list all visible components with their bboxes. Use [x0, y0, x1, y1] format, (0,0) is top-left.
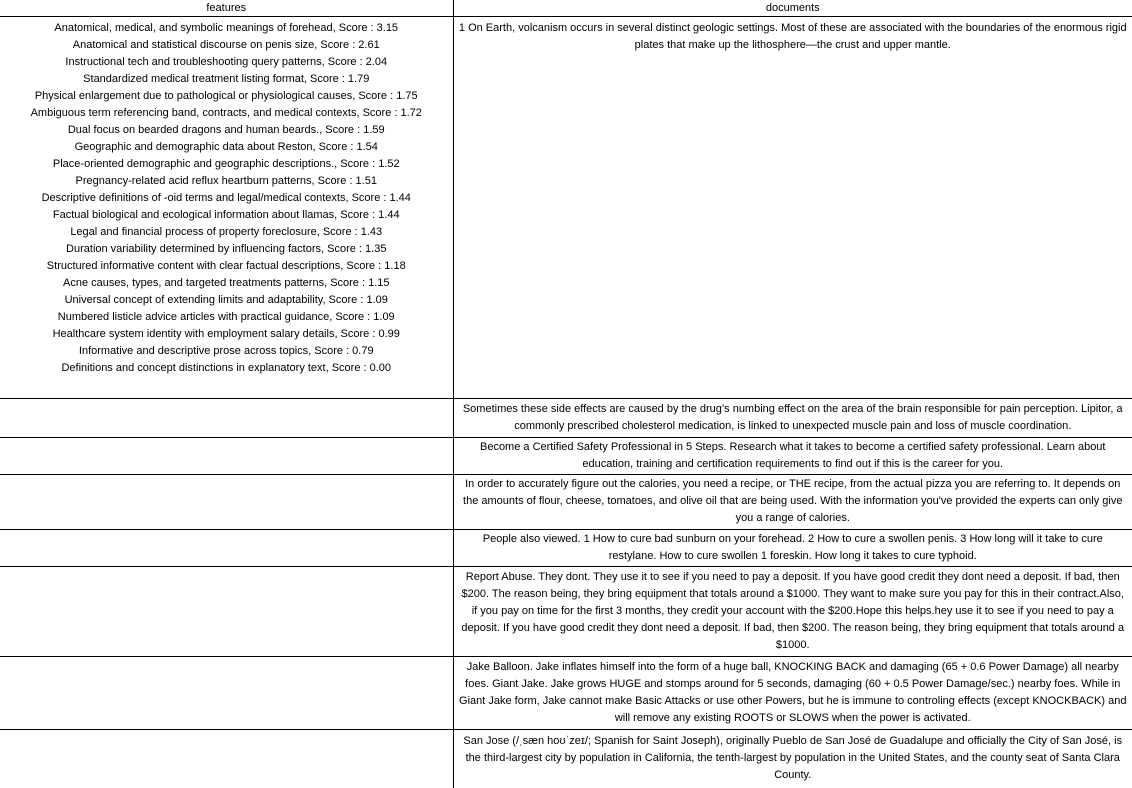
- feature-item: Anatomical and statistical discourse on penis size, Score : 2.61: [72, 38, 380, 51]
- feature-item: Standardized medical treatment listing format, Score : 1.79: [83, 72, 370, 85]
- feature-item: Pregnancy-related acid reflux heartburn patterns, Score : 1.51: [75, 174, 377, 187]
- features-cell-empty: [0, 474, 453, 529]
- features-cell: [0, 16, 453, 398]
- document-cell: People also viewed. 1 How to cure bad sunburn on your forehead. 2 How to cure a swollen penis. 3 How long will it take to cure restylane. How to cure swollen 1 foreskin. How long it takes to cure typhoid.: [453, 529, 1132, 566]
- features-cell-empty: [0, 656, 453, 729]
- feature-item: Universal concept of extending limits and adaptability, Score : 1.09: [64, 293, 388, 306]
- feature-item: Healthcare system identity with employment salary details, Score : 0.99: [52, 327, 400, 340]
- document-cell: Become a Certified Safety Professional in 5 Steps. Research what it takes to become a certified safety professional. Learn about education, training and certification requirements to find out if this is the career for you.: [453, 437, 1132, 474]
- document-row: [0, 474, 1132, 529]
- features-cell-empty: [0, 398, 453, 437]
- document-row: [0, 656, 1132, 729]
- document-row: [0, 398, 1132, 437]
- feature-item: Structured informative content with clear factual descriptions, Score : 1.18: [46, 259, 406, 272]
- feature-item: Descriptive definitions of -oid terms and legal/medical contexts, Score : 1.44: [41, 191, 411, 204]
- feature-item: Anatomical, medical, and symbolic meanings of forehead, Score : 3.15: [54, 21, 399, 34]
- feature-item: Instructional tech and troubleshooting query patterns, Score : 2.04: [65, 55, 388, 68]
- document-row: [0, 729, 1132, 788]
- features-column-header: features: [0, 0, 453, 16]
- document-row: [0, 566, 1132, 656]
- feature-item: Duration variability determined by influencing factors, Score : 1.35: [66, 242, 387, 255]
- documents-column-header: documents: [453, 0, 1132, 16]
- feature-item: Numbered listicle advice articles with practical guidance, Score : 1.09: [57, 310, 395, 323]
- features-cell-empty: [0, 566, 453, 656]
- feature-item: Physical enlargement due to pathological or physiological causes, Score : 1.75: [34, 89, 418, 102]
- document-cell: In order to accurately figure out the calories, you need a recipe, or THE recipe, from the actual pizza you are referring to. It depends on the amounts of flour, cheese, tomatoes, and olive oil that are being used. With the information you've provided the experts can only give you a range of calories.: [453, 474, 1132, 529]
- document-row: [0, 529, 1132, 566]
- feature-item: Definitions and concept distinctions in explanatory text, Score : 0.00: [61, 361, 392, 374]
- document-cell: San Jose (/ˌsæn hoʊˈzeɪ/; Spanish for Saint Joseph), originally Pueblo de San José de Guadalupe and officially the City of San José, is the third-largest city by population in California, the tenth-largest by population in the United States, and the county seat of Santa Clara County.: [453, 729, 1132, 788]
- document-cell: Jake Balloon. Jake inflates himself into the form of a huge ball, KNOCKING BACK and damaging (65 + 0.6 Power Damage) all nearby foes. Giant Jake. Jake grows HUGE and stomps around for 5 seconds, damaging (60 + 0.5 Power Damage/sec.) nearby foes. While in Giant Jake form, Jake cannot make Basic Attacks or use other Powers, but he is immune to controling effects (except KNOCKBACK) and will remove any existing ROOTS or SLOWS when the power is activated.: [453, 656, 1132, 729]
- features-cell-empty: [0, 529, 453, 566]
- features-cell-empty: [0, 437, 453, 474]
- feature-item: Factual biological and ecological information about llamas, Score : 1.44: [52, 208, 400, 221]
- feature-item: Geographic and demographic data about Reston, Score : 1.54: [74, 140, 378, 153]
- feature-item: Place-oriented demographic and geographic descriptions., Score : 1.52: [52, 157, 400, 170]
- feature-item: Informative and descriptive prose across topics, Score : 0.79: [78, 344, 374, 357]
- document-row: [0, 437, 1132, 474]
- document-cell: Sometimes these side effects are caused by the drug’s numbing effect on the area of the brain responsible for pain perception. Lipitor, a commonly prescribed cholesterol medication, is linked to unexpected muscle pain and loss of muscle coordination.: [453, 398, 1132, 437]
- features-cell-empty: [0, 729, 453, 788]
- document-cell: 1 On Earth, volcanism occurs in several distinct geologic settings. Most of these are associated with the boundaries of the enormous rigid plates that make up the lithosphere—the crust and upper mantle.: [453, 16, 1132, 398]
- document-cell: Report Abuse. They dont. They use it to see if you need to pay a deposit. If you have good credit they dont need a deposit. If bad, then $200. The reason being, they bring equipment that totals around a $1000. They want to make sure you pay for this in their contract.Also, if you pay on time for the first 3 months, they credit your account with the $200.Hope this helps.hey use it to see if you need to pay a deposit. If you have good credit they dont need a deposit. If bad, then $200. The reason being, they bring equipment that totals around a $1000.: [453, 566, 1132, 656]
- main-row: [0, 16, 1132, 398]
- feature-item: Ambiguous term referencing band, contracts, and medical contexts, Score : 1.72: [30, 106, 422, 119]
- header-row: [0, 0, 1132, 16]
- feature-item: Legal and financial process of property foreclosure, Score : 1.43: [70, 225, 383, 238]
- feature-item: Acne causes, types, and targeted treatments patterns, Score : 1.15: [62, 276, 390, 289]
- feature-item: Dual focus on bearded dragons and human beards., Score : 1.59: [67, 123, 385, 136]
